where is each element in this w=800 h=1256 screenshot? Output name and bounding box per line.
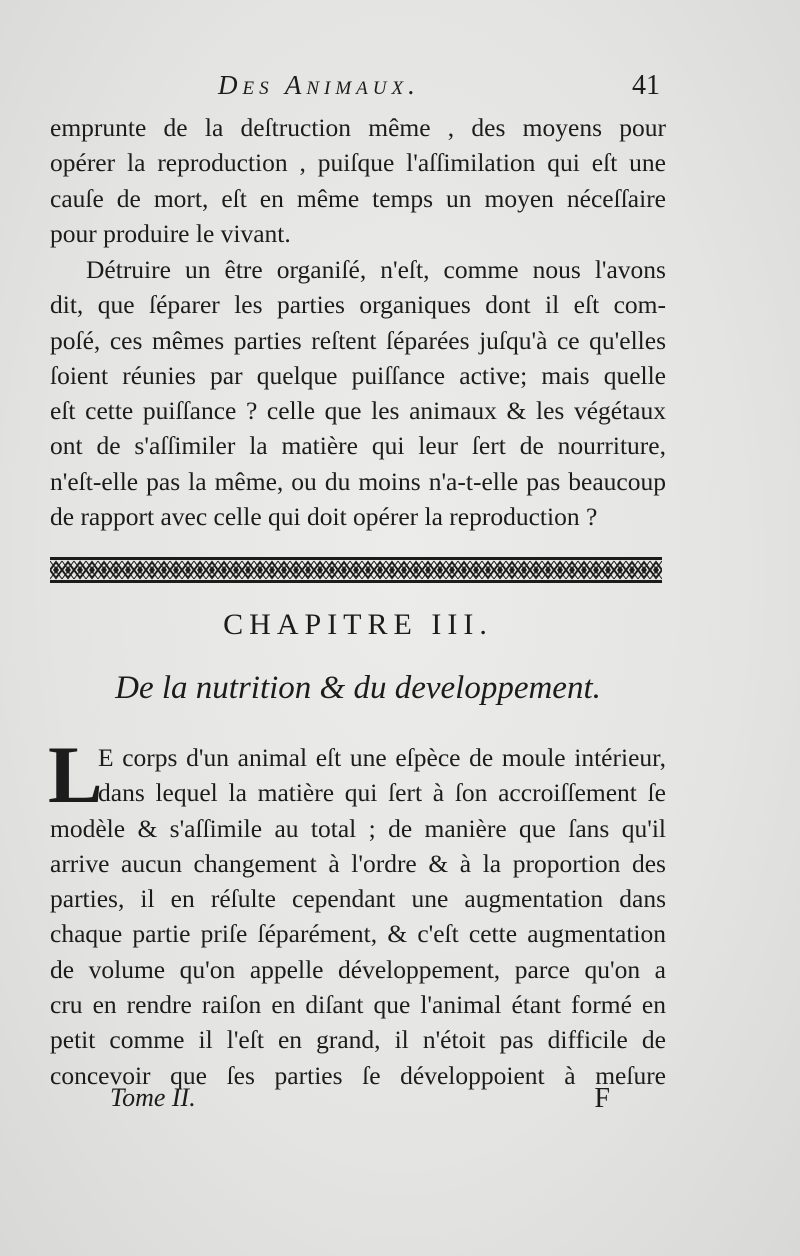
text-line: de volume qu'on appelle développement, parce qu'on a xyxy=(50,954,666,984)
ornamental-divider xyxy=(50,557,662,583)
text-line: pour produire le vivant. xyxy=(50,218,291,248)
text-line: petit comme il l'eſt en grand, il n'étoit pas difficile de xyxy=(50,1025,666,1055)
text-line: emprunte de la deſtruction même , des moyens pour xyxy=(50,113,666,142)
text-line: opérer la reproduction , puiſque l'aſſimilation qui eſt une xyxy=(50,148,666,178)
text-line: dans lequel la matière qui ſert à ſon accroiſſement ſe xyxy=(98,778,666,808)
page-header xyxy=(50,70,660,110)
chapter-subtitle: De la nutrition & du developpement. xyxy=(115,670,601,706)
volume-label: Tome II. xyxy=(110,1083,196,1112)
text-line: cru en rendre raiſon en diſant que l'animal étant formé en xyxy=(50,990,666,1020)
chapter-heading: CHAPITRE III. xyxy=(223,608,493,641)
text-line: E corps d'un animal eſt une eſpèce de moule intérieur, xyxy=(98,743,666,772)
text-line: Détruire un être organiſé, n'eſt, comme nous l'avons xyxy=(86,255,666,284)
running-title: Des Animaux. xyxy=(218,70,420,100)
text-line: n'eſt-elle pas la même, ou du moins n'a-t-elle pas beaucoup xyxy=(50,466,666,496)
text-line: ont de s'aſſimiler la matière qui leur ſert de nourriture, xyxy=(50,431,666,461)
signature-mark: F xyxy=(594,1083,610,1114)
paragraph-chapter-opening xyxy=(50,740,666,1093)
text-line: arrive aucun changement à l'ordre & à la proportion des xyxy=(50,848,666,878)
page-footer xyxy=(110,1083,610,1119)
text-line: parties, il en réſulte cependant une augmentation dans xyxy=(50,884,666,914)
text-line: eſt cette puiſſance ? celle que les animaux & les végétaux xyxy=(50,396,666,426)
text-line: ſoient réunies par quelque puiſſance active; mais quelle xyxy=(50,360,666,390)
text-line: cauſe de mort, eſt en même temps un moyen néceſſaire xyxy=(50,183,666,213)
paragraph-detruire xyxy=(50,252,666,534)
paragraph-continuation xyxy=(50,110,666,251)
page-number: 41 xyxy=(632,70,660,101)
text-line: de rapport avec celle qui doit opérer la reproduction ? xyxy=(50,502,598,532)
drop-cap: L xyxy=(48,729,103,820)
text-line: modèle & s'aſſimile au total ; de manière que ſans qu'il xyxy=(50,813,666,843)
text-line: chaque partie priſe ſéparément, & c'eſt cette augmentation xyxy=(50,919,666,949)
text-line: poſé, ces mêmes parties reſtent ſéparées juſqu'à ce qu'elles xyxy=(50,325,666,355)
text-line: concevoir que ſes parties ſe développoient à meſure xyxy=(50,1060,666,1090)
text-line: dit, que ſéparer les parties organiques dont il eſt com- xyxy=(50,290,666,320)
